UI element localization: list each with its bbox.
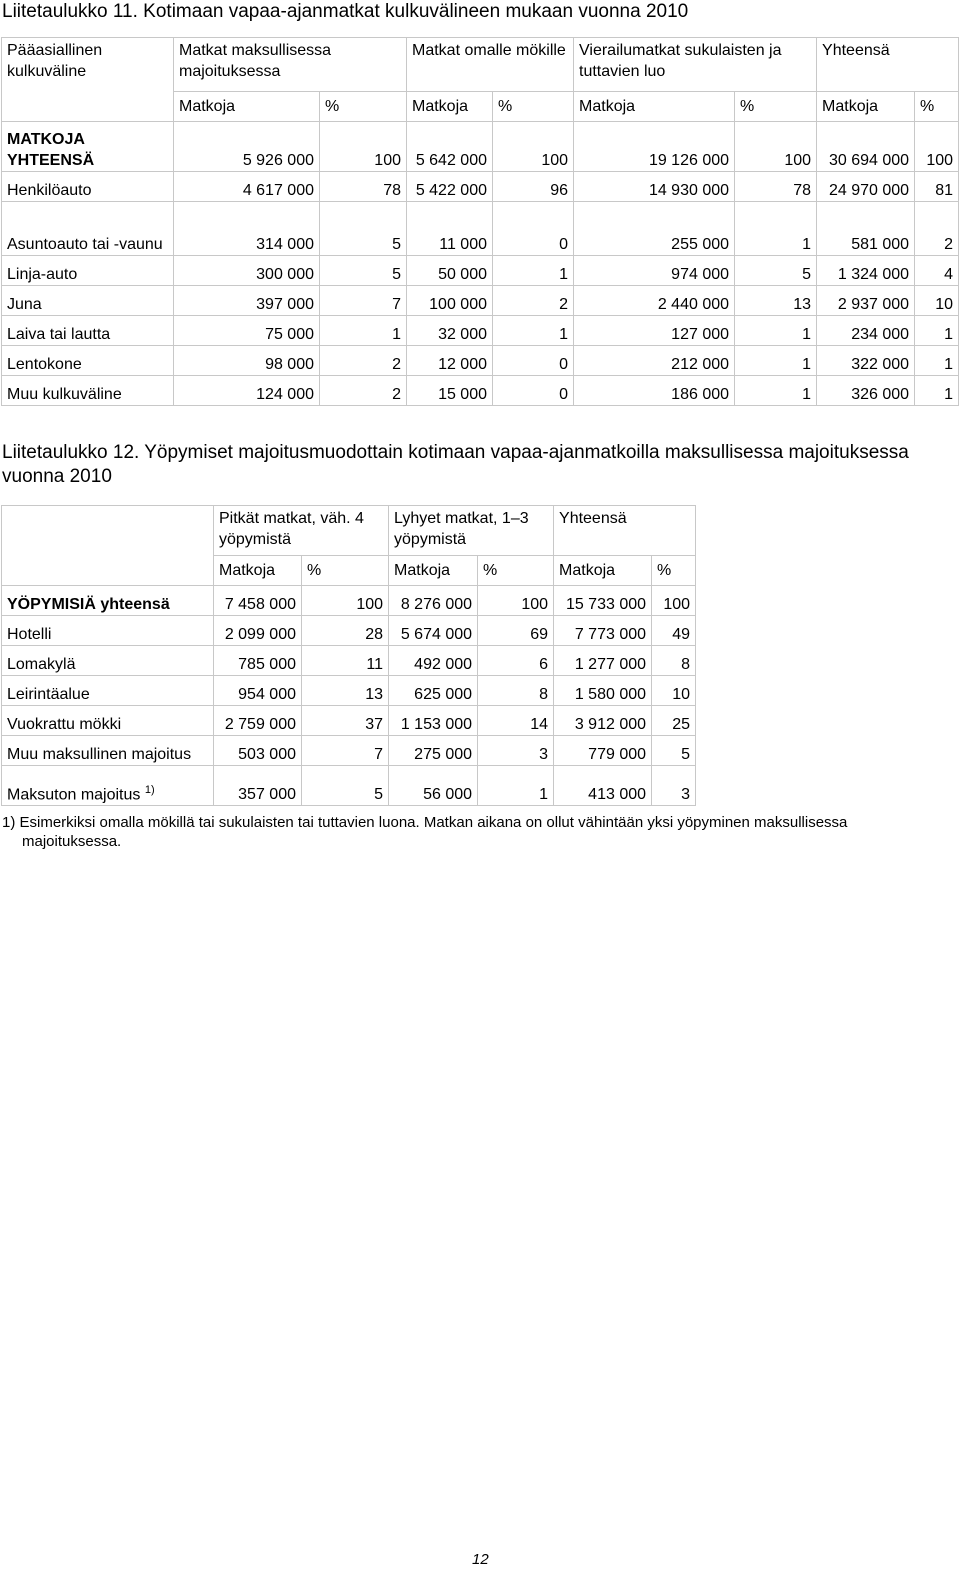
row-label-text: Vuokrattu mökki bbox=[7, 716, 122, 733]
cell-matkoja: 186 000 bbox=[574, 376, 735, 406]
cell-matkoja: 124 000 bbox=[174, 376, 320, 406]
cell-matkoja: 503 000 bbox=[214, 736, 302, 766]
cell-pct: 5 bbox=[302, 766, 389, 806]
cell-matkoja: 11 000 bbox=[407, 202, 493, 256]
sub-header-pct: % bbox=[915, 92, 959, 122]
cell-matkoja: 212 000 bbox=[574, 346, 735, 376]
cell-matkoja: 5 422 000 bbox=[407, 172, 493, 202]
cell-pct: 10 bbox=[915, 286, 959, 316]
cell-pct: 5 bbox=[735, 256, 817, 286]
cell-matkoja: 1 153 000 bbox=[389, 706, 478, 736]
row-label-text: Lomakylä bbox=[7, 656, 76, 673]
cell-matkoja: 98 000 bbox=[174, 346, 320, 376]
cell-pct: 5 bbox=[320, 256, 407, 286]
cell-matkoja: 974 000 bbox=[574, 256, 735, 286]
group-header: Vierailumatkat sukulaisten ja tuttavien luo bbox=[574, 38, 817, 92]
table12 bbox=[1, 505, 696, 806]
footnote-marker: 1) bbox=[144, 783, 155, 796]
cell-pct: 100 bbox=[735, 122, 817, 172]
row-label bbox=[2, 256, 174, 286]
cell-matkoja: 413 000 bbox=[554, 766, 652, 806]
cell-pct: 1 bbox=[735, 346, 817, 376]
cell-pct: 1 bbox=[915, 376, 959, 406]
cell-matkoja: 2 759 000 bbox=[214, 706, 302, 736]
cell-matkoja: 357 000 bbox=[214, 766, 302, 806]
cell-matkoja: 581 000 bbox=[817, 202, 915, 256]
cell-pct: 1 bbox=[320, 316, 407, 346]
table-row bbox=[2, 202, 959, 256]
row-label bbox=[2, 676, 214, 706]
cell-matkoja: 19 126 000 bbox=[574, 122, 735, 172]
table-row bbox=[2, 376, 959, 406]
cell-matkoja: 15 733 000 bbox=[554, 586, 652, 616]
cell-matkoja: 5 642 000 bbox=[407, 122, 493, 172]
cell-pct: 5 bbox=[652, 736, 696, 766]
cell-pct: 69 bbox=[478, 616, 554, 646]
sub-header-pct: % bbox=[478, 556, 554, 586]
table12-title: Liitetaulukko 12. Yöpymiset majoitusmuodottain kotimaan vapaa-ajanmatkoilla maksullisessa majoituksessa vuonna 2010 bbox=[2, 442, 909, 487]
cell-pct: 49 bbox=[652, 616, 696, 646]
row-label-text: Maksuton majoitus bbox=[7, 786, 141, 803]
group-header: Pitkät matkat, väh. 4 yöpymistä bbox=[214, 506, 389, 556]
cell-pct: 81 bbox=[915, 172, 959, 202]
row-label bbox=[2, 616, 214, 646]
cell-matkoja: 5 674 000 bbox=[389, 616, 478, 646]
table-row bbox=[2, 586, 696, 616]
group-header: Yhteensä bbox=[554, 506, 696, 556]
cell-pct: 11 bbox=[302, 646, 389, 676]
cell-pct: 100 bbox=[493, 122, 574, 172]
row-label bbox=[2, 646, 214, 676]
row-label-text: Hotelli bbox=[7, 626, 52, 643]
cell-pct: 5 bbox=[320, 202, 407, 256]
cell-pct: 100 bbox=[915, 122, 959, 172]
cell-pct: 3 bbox=[478, 736, 554, 766]
table-row bbox=[2, 286, 959, 316]
cell-pct: 7 bbox=[320, 286, 407, 316]
cell-matkoja: 322 000 bbox=[817, 346, 915, 376]
cell-pct: 100 bbox=[652, 586, 696, 616]
sub-header-matkoja: Matkoja bbox=[174, 92, 320, 122]
row-label-text: Laiva tai lautta bbox=[7, 326, 111, 343]
row-label bbox=[2, 286, 174, 316]
cell-matkoja: 24 970 000 bbox=[817, 172, 915, 202]
cell-matkoja: 255 000 bbox=[574, 202, 735, 256]
cell-pct: 8 bbox=[478, 676, 554, 706]
row-label bbox=[2, 736, 214, 766]
cell-pct: 6 bbox=[478, 646, 554, 676]
cell-matkoja: 492 000 bbox=[389, 646, 478, 676]
cell-pct: 0 bbox=[493, 346, 574, 376]
table-row bbox=[2, 706, 696, 736]
row-label bbox=[2, 766, 214, 806]
footnote bbox=[2, 813, 952, 851]
cell-matkoja: 275 000 bbox=[389, 736, 478, 766]
table-row bbox=[2, 736, 696, 766]
group-header: Matkat maksullisessa majoituksessa bbox=[174, 38, 407, 92]
cell-matkoja: 2 440 000 bbox=[574, 286, 735, 316]
cell-pct: 0 bbox=[493, 376, 574, 406]
group-header: Yhteensä bbox=[817, 38, 959, 92]
cell-pct: 1 bbox=[915, 316, 959, 346]
group-header: Lyhyet matkat, 1–3 yöpymistä bbox=[389, 506, 554, 556]
cell-pct: 1 bbox=[735, 202, 817, 256]
row-label bbox=[2, 346, 174, 376]
row-label-text: Muu maksullinen majoitus bbox=[7, 746, 192, 763]
cell-pct: 1 bbox=[735, 376, 817, 406]
cell-pct: 2 bbox=[493, 286, 574, 316]
cell-pct: 78 bbox=[320, 172, 407, 202]
table-row bbox=[2, 766, 696, 806]
row-label-text: Lentokone bbox=[7, 356, 82, 373]
cell-matkoja: 50 000 bbox=[407, 256, 493, 286]
cell-pct: 96 bbox=[493, 172, 574, 202]
sub-header-matkoja: Matkoja bbox=[574, 92, 735, 122]
cell-matkoja: 954 000 bbox=[214, 676, 302, 706]
footnote-line: 1) Esimerkiksi omalla mökillä tai sukulaisten tai tuttavien luona. Matkan aikana on ollut vähintään yksi yöpyminen maksullisessa bbox=[2, 814, 848, 831]
row-label bbox=[2, 706, 214, 736]
sub-header-matkoja: Matkoja bbox=[817, 92, 915, 122]
table-row bbox=[2, 122, 959, 172]
cell-pct: 14 bbox=[478, 706, 554, 736]
cell-matkoja: 14 930 000 bbox=[574, 172, 735, 202]
cell-matkoja: 8 276 000 bbox=[389, 586, 478, 616]
sub-header-matkoja: Matkoja bbox=[389, 556, 478, 586]
cell-matkoja: 397 000 bbox=[174, 286, 320, 316]
cell-pct: 13 bbox=[735, 286, 817, 316]
row-label bbox=[2, 202, 174, 256]
cell-matkoja: 300 000 bbox=[174, 256, 320, 286]
cell-matkoja: 234 000 bbox=[817, 316, 915, 346]
table11 bbox=[1, 37, 959, 406]
cell-matkoja: 75 000 bbox=[174, 316, 320, 346]
sub-header-matkoja: Matkoja bbox=[214, 556, 302, 586]
row-label-text: Henkilöauto bbox=[7, 182, 92, 199]
sub-header-pct: % bbox=[652, 556, 696, 586]
cell-matkoja: 779 000 bbox=[554, 736, 652, 766]
row-header-blank bbox=[2, 506, 214, 586]
sub-header-matkoja: Matkoja bbox=[554, 556, 652, 586]
row-label bbox=[2, 586, 214, 616]
cell-matkoja: 3 912 000 bbox=[554, 706, 652, 736]
cell-matkoja: 2 937 000 bbox=[817, 286, 915, 316]
group-header: Matkat omalle mökille bbox=[407, 38, 574, 92]
footnote-line: majoituksessa. bbox=[22, 833, 122, 850]
cell-matkoja: 314 000 bbox=[174, 202, 320, 256]
cell-matkoja: 625 000 bbox=[389, 676, 478, 706]
cell-matkoja: 12 000 bbox=[407, 346, 493, 376]
cell-pct: 13 bbox=[302, 676, 389, 706]
cell-matkoja: 7 773 000 bbox=[554, 616, 652, 646]
cell-matkoja: 1 324 000 bbox=[817, 256, 915, 286]
row-label-text: Linja-auto bbox=[7, 266, 78, 283]
cell-pct: 37 bbox=[302, 706, 389, 736]
cell-matkoja: 5 926 000 bbox=[174, 122, 320, 172]
cell-matkoja: 7 458 000 bbox=[214, 586, 302, 616]
table-row bbox=[2, 676, 696, 706]
cell-matkoja: 2 099 000 bbox=[214, 616, 302, 646]
cell-pct: 7 bbox=[302, 736, 389, 766]
cell-pct: 100 bbox=[478, 586, 554, 616]
cell-pct: 3 bbox=[652, 766, 696, 806]
cell-pct: 1 bbox=[915, 346, 959, 376]
row-label-text: Juna bbox=[7, 296, 42, 313]
cell-pct: 78 bbox=[735, 172, 817, 202]
cell-pct: 8 bbox=[652, 646, 696, 676]
cell-pct: 2 bbox=[915, 202, 959, 256]
cell-pct: 100 bbox=[320, 122, 407, 172]
sub-header-pct: % bbox=[493, 92, 574, 122]
sub-header-pct: % bbox=[735, 92, 817, 122]
table-row bbox=[2, 646, 696, 676]
sub-header-pct: % bbox=[302, 556, 389, 586]
row-header: Pääasiallinen kulkuväline bbox=[2, 38, 174, 122]
cell-pct: 100 bbox=[302, 586, 389, 616]
sub-header-pct: % bbox=[320, 92, 407, 122]
cell-pct: 25 bbox=[652, 706, 696, 736]
row-label bbox=[2, 122, 174, 172]
table-row bbox=[2, 316, 959, 346]
cell-pct: 10 bbox=[652, 676, 696, 706]
row-label bbox=[2, 172, 174, 202]
row-label bbox=[2, 316, 174, 346]
cell-matkoja: 1 580 000 bbox=[554, 676, 652, 706]
cell-matkoja: 32 000 bbox=[407, 316, 493, 346]
cell-pct: 0 bbox=[493, 202, 574, 256]
cell-matkoja: 56 000 bbox=[389, 766, 478, 806]
cell-pct: 4 bbox=[915, 256, 959, 286]
page-number: 12 bbox=[472, 1551, 489, 1568]
row-label-text: Muu kulkuväline bbox=[7, 386, 122, 403]
cell-matkoja: 15 000 bbox=[407, 376, 493, 406]
table11-title: Liitetaulukko 11. Kotimaan vapaa-ajanmatkat kulkuvälineen mukaan vuonna 2010 bbox=[2, 1, 689, 22]
cell-pct: 28 bbox=[302, 616, 389, 646]
cell-pct: 1 bbox=[478, 766, 554, 806]
row-label-text: Asuntoauto tai -vaunu bbox=[7, 236, 163, 253]
row-label-text: MATKOJA YHTEENSÄ bbox=[7, 131, 95, 169]
row-label-text: Leirintäalue bbox=[7, 686, 90, 703]
cell-pct: 1 bbox=[493, 316, 574, 346]
cell-matkoja: 127 000 bbox=[574, 316, 735, 346]
cell-pct: 2 bbox=[320, 376, 407, 406]
table-row bbox=[2, 616, 696, 646]
cell-matkoja: 4 617 000 bbox=[174, 172, 320, 202]
cell-pct: 2 bbox=[320, 346, 407, 376]
cell-matkoja: 785 000 bbox=[214, 646, 302, 676]
sub-header-matkoja: Matkoja bbox=[407, 92, 493, 122]
table-row bbox=[2, 172, 959, 202]
cell-matkoja: 100 000 bbox=[407, 286, 493, 316]
cell-matkoja: 1 277 000 bbox=[554, 646, 652, 676]
row-label bbox=[2, 376, 174, 406]
cell-matkoja: 326 000 bbox=[817, 376, 915, 406]
table-row bbox=[2, 256, 959, 286]
cell-pct: 1 bbox=[493, 256, 574, 286]
row-label-text: YÖPYMISIÄ yhteensä bbox=[7, 596, 170, 613]
cell-pct: 1 bbox=[735, 316, 817, 346]
table-row bbox=[2, 346, 959, 376]
cell-matkoja: 30 694 000 bbox=[817, 122, 915, 172]
